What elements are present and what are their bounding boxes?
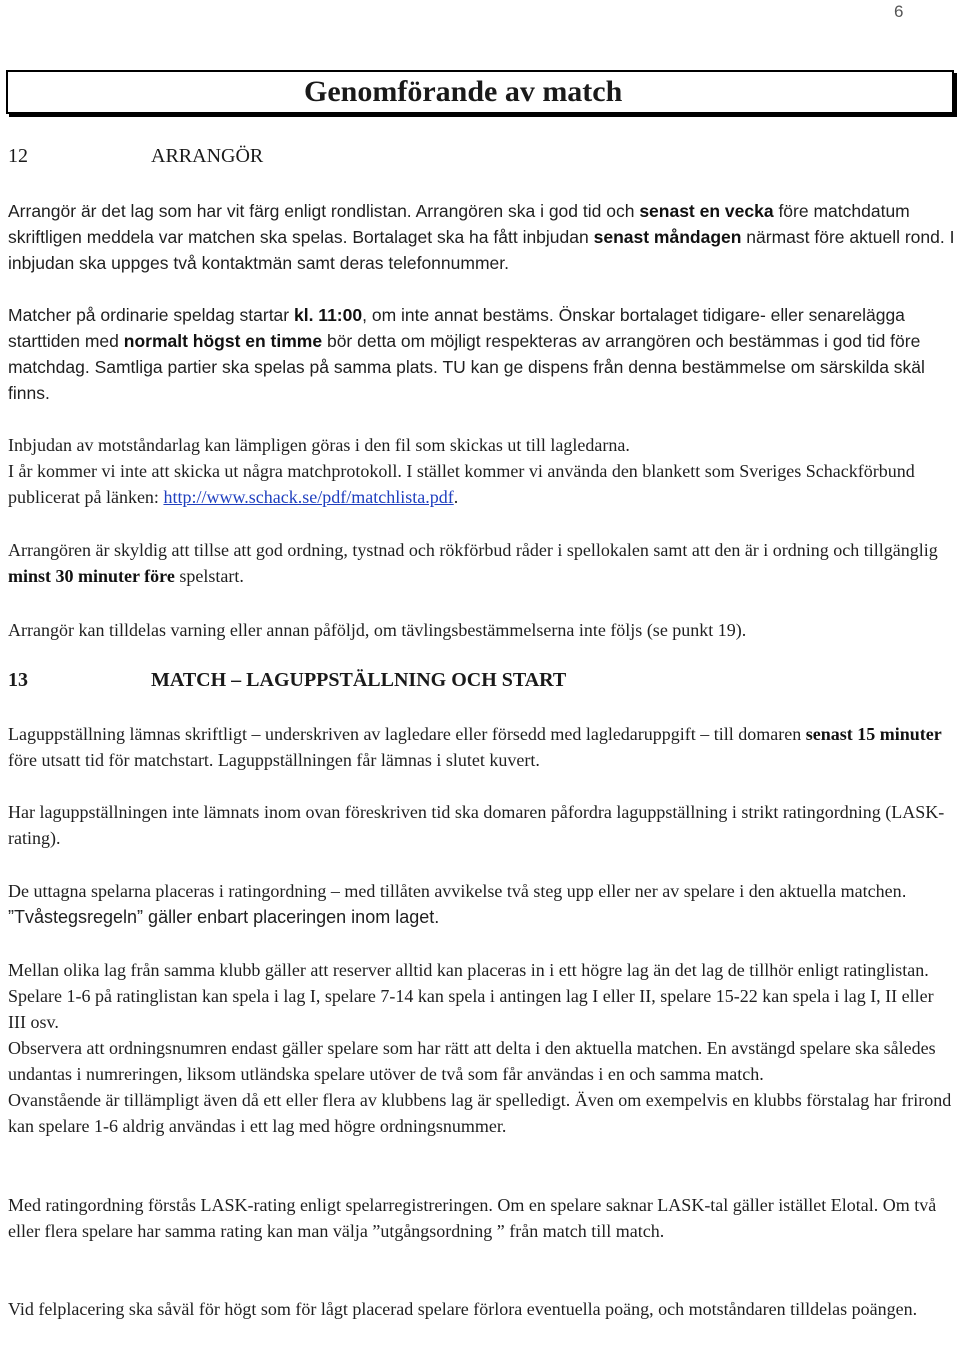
s12-paragraph-3: Inbjudan av motståndarlag kan lämpligen göras i den fil som skickas ut till lagledarna. I år kommer vi inte att skicka ut några matchprotokoll. I stället kommer vi använda den blankett som Sveriges Schackförbund publicerat på länken: http://www.schack.se/pdf/matchlista.pdf. xyxy=(8,435,915,507)
s13-paragraph-8: Vid felplacering ska såväl för högt som för lågt placerad spelare förlora eventuella poäng, och motståndaren tilldelas poängen. xyxy=(8,1299,918,1319)
page-title: Genomförande av match xyxy=(304,75,623,108)
section-13-heading xyxy=(8,669,566,692)
s13-paragraph-4: Mellan olika lag från samma klubb gäller att reserver alltid kan placeras in i ett högre lag än det lag de tillhör enligt ratinglistan. Spelare 1-6 på ratinglistan kan spela i lag I, spelare 7-14 kan spela i antingen lag I eller II, spelare 15-22 kan spela i lag I, II eller III osv. Observera att ordningsnumren endast gäller spelare som har rätt att delta i den aktuella matchen. En avstängd spelare ska således undantas i numreringen, liksom utländska spelare utöver de två som får användas i en och samma match. Ovanstående är tillämpligt även då ett eller flera av klubbens lag är spelledigt. Även om exempelvis en klubbs förstalag har frirond kan spelare 1-6 aldrig användas i ett lag med högre ordningsnummer. xyxy=(8,960,952,1136)
page-number: 6 xyxy=(894,2,904,21)
section-number: 12 xyxy=(8,145,28,167)
s12-paragraph-1: Arrangör är det lag som har vit färg enligt rondlistan. Arrangören ska i god tid och senast en vecka före matchdatum skriftligen meddela var matchen ska spelas. Bortalaget ska ha fått inbjudan senast måndagen närmast före aktuell rond. I inbjudan ska uppges två kontaktmän samt deras telefonnummer. xyxy=(8,201,955,273)
s12-paragraph-2: Matcher på ordinarie speldag startar kl. 11:00, om inte annat bestäms. Önskar bortalaget tidigare- eller senarelägga starttiden med normalt högst en timme bör detta om möjligt respekteras av arrangören och bestämmas i god tid före matchdag. Samtliga partier ska spelas på samma plats. TU kan ge dispens från denna bestämmelse om särskilda skäl finns. xyxy=(8,305,925,403)
title-box xyxy=(6,70,954,114)
s13-paragraph-2: Har laguppställningen inte lämnats inom ovan föreskriven tid ska domaren påfordra laguppställning i strikt ratingordning (LASK-rating). xyxy=(8,802,945,848)
s13-paragraph-3: De uttagna spelarna placeras i ratingordning – med tillåten avvikelse två steg upp eller ner av spelare i den aktuella matchen. ”Tvåstegsregeln” gäller enbart placeringen inom laget. xyxy=(8,881,907,927)
s12-paragraph-5: Arrangör kan tilldelas varning eller annan påföljd, om tävlingsbestämmelserna inte följs (se punkt 19). xyxy=(8,620,747,640)
s12-paragraph-4: Arrangören är skyldig att tillse att god ordning, tystnad och rökförbud råder i spellokalen samt att den är i ordning och tillgänglig minst 30 minuter före spelstart. xyxy=(8,540,938,586)
matchlista-link[interactable]: http://www.schack.se/pdf/matchlista.pdf xyxy=(163,487,454,507)
s13-paragraph-7: Med ratingordning förstås LASK-rating enligt spelarregistreringen. Om en spelare saknar LASK-tal gäller istället Elotal. Om två eller flera spelare har samma rating kan man välja ”utgångsordning ” från match till match. xyxy=(8,1195,937,1241)
s13-paragraph-1: Laguppställning lämnas skriftligt – underskriven av lagledare eller försedd med lagledaruppgift – till domaren senast 15 minuter före utsatt tid för matchstart. Laguppställningen får lämnas i slutet kuvert. xyxy=(8,724,942,770)
section-12-heading xyxy=(8,145,263,168)
section-number: 13 xyxy=(8,669,28,691)
section-title: MATCH – LAGUPPSTÄLLNING OCH START xyxy=(151,669,567,691)
section-title: ARRANGÖR xyxy=(151,145,264,167)
